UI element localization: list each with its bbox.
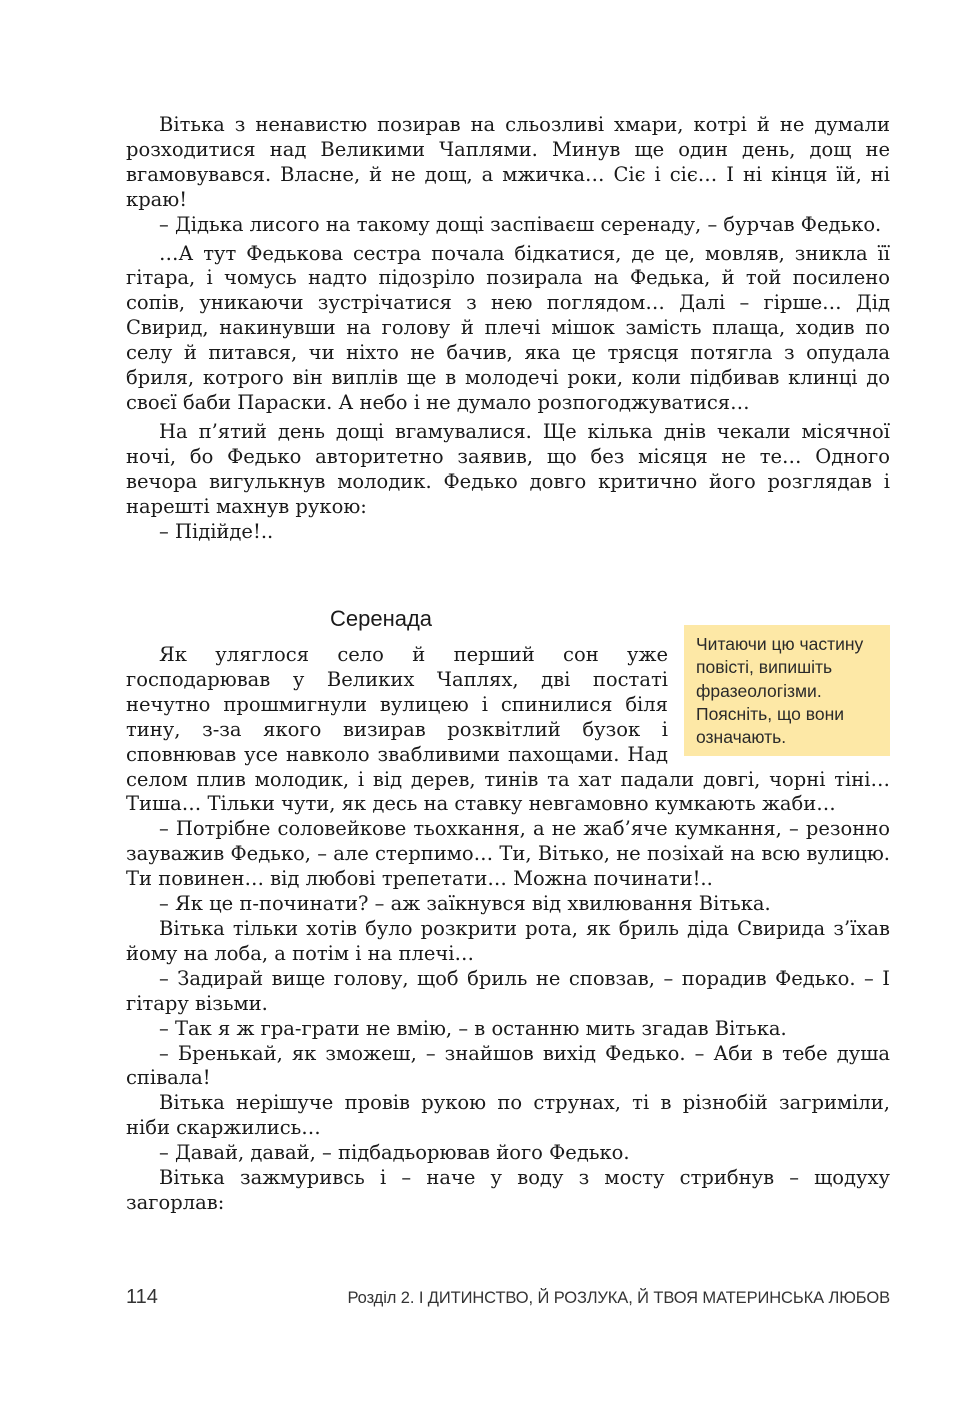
- note-line: означають.: [696, 727, 787, 748]
- note-line: фразеологізми.: [696, 680, 822, 701]
- paragraph: Вітька тільки хотів було розкрити рота, як бриль діда Свирида з’їхав йому на лоба, а потім і на плечі…: [126, 916, 890, 965]
- note-line: Поясніть, що вони: [696, 703, 845, 724]
- paragraph: На п’ятий день дощі вгамувалися. Ще кілька днів чекали місячної ночі, бо Федько авторитетно заявив, що без місяця не те… Одного вечора вигулькнув молодик. Федько довго критично його розглядав і нарешті махнув рукою:: [126, 419, 890, 518]
- story-text-top: [126, 113, 890, 544]
- paragraph: Вітька з ненавистю позирав на сльозливі хмари, котрі й не думали розходитися над Великими Чаплями. Минув ще один день, дощ не вгамовувався. Власне, й не дощ, а мжичка… Сіє і сіє… І ні кінця їй, ні краю!: [126, 113, 890, 211]
- paragraph: – Дідька лисого на такому дощі заспіваєш серенаду, – бурчав Федько.: [159, 212, 882, 236]
- paragraph: – Підійде!..: [159, 519, 274, 543]
- running-section-title: Розділ 2. І ДИТИНСТВО, Й РОЗЛУКА, Й ТВОЯ МАТЕРИНСЬКА ЛЮБОВ: [347, 1289, 890, 1307]
- paragraph: – Задирай вище голову, щоб бриль не сповзав, – порадив Федько. – І гітару візьми.: [126, 966, 890, 1015]
- paragraph: – Давай, давай, – підбадьорював його Федько.: [159, 1141, 630, 1165]
- paragraph: Вітька зажмуривсь і – наче у воду з мосту стрибнув – щодуху загорлав:: [126, 1166, 890, 1214]
- paragraph: – Як це п-починати? – аж заїкнувся від хвилювання Вітька.: [159, 892, 771, 916]
- note-line: Читаючи цю частину: [696, 634, 864, 654]
- assignment-note: [684, 625, 890, 756]
- paragraph: – Бренькай, як зможеш, – знайшов вихід Федько. – Аби в тебе душа співала!: [126, 1041, 890, 1090]
- note-line: повісті, випишіть: [696, 657, 833, 678]
- page-footer: [126, 1283, 890, 1311]
- paragraph: Вітька нерішуче провів рукою по струнах, ті в різнобій загриміли, ніби скаржились…: [126, 1091, 890, 1140]
- story-text-bottom: [126, 634, 890, 1216]
- paragraph: …А тут Федькова сестра почала бідкатися, де це, мовляв, зникла її гітара, і чомусь надто підозріло позирала на Федька, й той посилено сопів, уникаючи зустрічатися з нею поглядом… Далі – гірше… Дід Свирид, накинувши на голову й плечі мішок замість плаща, ходив по селу й питався, чи ніхто не бачив, яка це трясця потягла з опудала бриля, котрого він виплів ще в молодечі роки, коли підбивав клинці до своєї баби Параски. А небо і не думало розпогоджуватися…: [126, 241, 890, 414]
- paragraph: – Так я ж гра-грати не вмію, – в останню мить згадав Вітька.: [159, 1016, 787, 1040]
- section-heading: Серенада: [329, 606, 433, 631]
- paragraph: – Потрібне соловейкове тьохкання, а не жаб’яче кумкання, – резонно зауважив Федько, – але стерпимо… Ти, Вітько, не позіхай на всю вулицю. Ти повинен… від любові трепетати… Можна починати!..: [126, 817, 890, 891]
- paragraph: Як уляглося село й перший сон уже господарював у Великих Чаплях, дві постаті нечутно прошмигнули вулицею і спинилися біля тину, з-за якого визирав розквітлий бузок і сповнював усе навколо звабливими пахощами. Над селом плив молодик, і від дерев, тинів та хат падали довгі, чорні тіні… Тиша… Тільки чути, як десь на ставку невгамовно кумкають жаби…: [126, 643, 890, 816]
- page-number: 114: [126, 1286, 158, 1308]
